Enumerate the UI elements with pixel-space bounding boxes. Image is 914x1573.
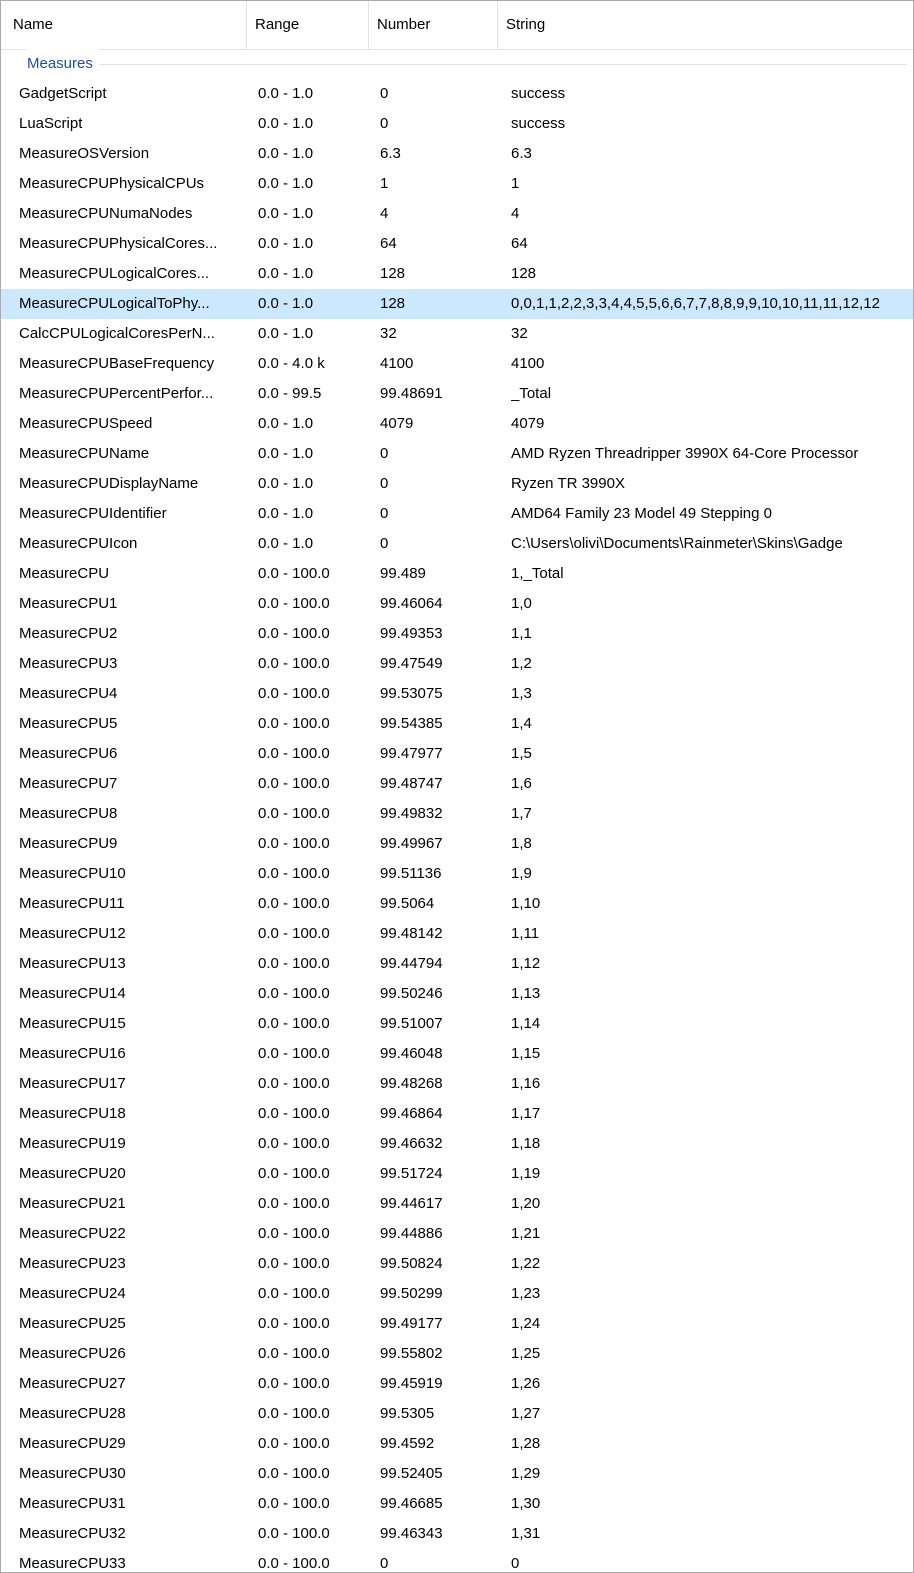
table-row[interactable] xyxy=(1,799,913,829)
table-row[interactable] xyxy=(1,499,913,529)
table-row[interactable] xyxy=(1,709,913,739)
table-row[interactable] xyxy=(1,769,913,799)
cell-number: 99.50824 xyxy=(380,1255,443,1272)
cell-range: 0.0 - 1.0 xyxy=(258,115,314,132)
cell-number: 99.48142 xyxy=(380,925,443,942)
cell-number: 99.47977 xyxy=(380,745,443,762)
cell-string: 1,8 xyxy=(511,835,532,852)
cell-string: Ryzen TR 3990X xyxy=(511,475,625,492)
cell-name: MeasureCPUPhysicalCPUs xyxy=(19,175,205,192)
cell-name: MeasureCPU6 xyxy=(19,745,118,762)
cell-number: 99.46685 xyxy=(380,1495,443,1512)
cell-name: CalcCPULogicalCoresPerN... xyxy=(19,325,215,342)
cell-number: 32 xyxy=(380,325,397,342)
cell-number: 99.5064 xyxy=(380,895,435,912)
cell-number: 99.48268 xyxy=(380,1075,443,1092)
cell-number: 4100 xyxy=(380,355,414,372)
cell-string: 4 xyxy=(511,205,520,222)
table-row[interactable] xyxy=(1,1309,913,1339)
list-header xyxy=(1,1,913,50)
cell-name: MeasureCPU33 xyxy=(19,1555,126,1572)
cell-range: 0.0 - 100.0 xyxy=(258,745,330,762)
cell-name: MeasureCPU xyxy=(19,565,110,582)
table-row[interactable] xyxy=(1,679,913,709)
cell-string: 1,11 xyxy=(511,925,540,942)
cell-string: 4079 xyxy=(511,415,545,432)
cell-name: MeasureCPU16 xyxy=(19,1045,126,1062)
table-row[interactable] xyxy=(1,349,913,379)
table-row[interactable] xyxy=(1,1069,913,1099)
cell-number: 99.46864 xyxy=(380,1105,443,1122)
table-row-selected[interactable] xyxy=(1,289,913,319)
cell-name: MeasureCPUSpeed xyxy=(19,415,153,432)
cell-name: MeasureCPUIcon xyxy=(19,535,138,552)
cell-string: 1,15 xyxy=(511,1045,541,1062)
cell-string: 1,24 xyxy=(511,1315,541,1332)
cell-string: AMD Ryzen Threadripper 3990X 64-Core Processor xyxy=(511,445,859,462)
cell-range: 0.0 - 100.0 xyxy=(258,955,330,972)
cell-number: 4079 xyxy=(380,415,414,432)
cell-range: 0.0 - 100.0 xyxy=(258,1255,330,1272)
cell-number: 0 xyxy=(380,535,389,552)
cell-name: MeasureCPU20 xyxy=(19,1165,126,1182)
cell-string: 1,27 xyxy=(511,1405,541,1422)
cell-range: 0.0 - 100.0 xyxy=(258,1465,330,1482)
cell-number: 99.5305 xyxy=(380,1405,435,1422)
cell-number: 99.51007 xyxy=(380,1015,443,1032)
cell-number: 99.46064 xyxy=(380,595,443,612)
cell-range: 0.0 - 100.0 xyxy=(258,1525,330,1542)
cell-string: 6.3 xyxy=(511,145,532,162)
cell-range: 0.0 - 100.0 xyxy=(258,895,330,912)
cell-range: 0.0 - 100.0 xyxy=(258,1285,330,1302)
table-row[interactable] xyxy=(1,319,913,349)
cell-number: 99.50299 xyxy=(380,1285,443,1302)
table-row[interactable] xyxy=(1,739,913,769)
cell-name: MeasureCPU29 xyxy=(19,1435,126,1452)
cell-string: 1,6 xyxy=(511,775,532,792)
cell-name: MeasureCPUDisplayName xyxy=(19,475,199,492)
cell-string: 1,7 xyxy=(511,805,532,822)
cell-range: 0.0 - 100.0 xyxy=(258,1375,330,1392)
table-row[interactable] xyxy=(1,889,913,919)
cell-number: 0 xyxy=(380,475,389,492)
table-row[interactable] xyxy=(1,1249,913,1279)
cell-range: 0.0 - 100.0 xyxy=(258,715,330,732)
cell-name: MeasureCPULogicalCores... xyxy=(19,265,210,282)
cell-range: 0.0 - 1.0 xyxy=(258,475,314,492)
table-row[interactable] xyxy=(1,1219,913,1249)
cell-string: 1,14 xyxy=(511,1015,541,1032)
cell-name: MeasureCPU11 xyxy=(19,895,125,912)
cell-string: 1,19 xyxy=(511,1165,541,1182)
cell-number: 0 xyxy=(380,505,389,522)
cell-number: 0 xyxy=(380,1555,389,1572)
cell-number: 99.49353 xyxy=(380,625,443,642)
table-row[interactable] xyxy=(1,1549,913,1573)
cell-range: 0.0 - 100.0 xyxy=(258,565,330,582)
cell-string: 1,30 xyxy=(511,1495,541,1512)
cell-string: 1,_Total xyxy=(511,565,564,582)
cell-range: 0.0 - 1.0 xyxy=(258,145,314,162)
cell-number: 4 xyxy=(380,205,389,222)
cell-range: 0.0 - 100.0 xyxy=(258,985,330,1002)
cell-number: 64 xyxy=(380,235,397,252)
table-row[interactable] xyxy=(1,559,913,589)
cell-string: 1,3 xyxy=(511,685,532,702)
cell-number: 128 xyxy=(380,295,406,312)
table-row[interactable] xyxy=(1,1279,913,1309)
cell-string: 1,25 xyxy=(511,1345,541,1362)
table-row[interactable] xyxy=(1,409,913,439)
cell-string: AMD64 Family 23 Model 49 Stepping 0 xyxy=(511,505,772,522)
cell-name: MeasureCPU21 xyxy=(19,1195,126,1212)
table-row[interactable] xyxy=(1,1099,913,1129)
cell-name: MeasureCPU19 xyxy=(19,1135,126,1152)
cell-range: 0.0 - 1.0 xyxy=(258,295,314,312)
cell-range: 0.0 - 100.0 xyxy=(258,1225,330,1242)
table-row[interactable] xyxy=(1,1339,913,1369)
cell-number: 99.54385 xyxy=(380,715,443,732)
cell-string: 0 xyxy=(511,1555,520,1572)
table-row[interactable] xyxy=(1,1429,913,1459)
cell-name: MeasureCPU1 xyxy=(19,595,118,612)
cell-number: 99.53075 xyxy=(380,685,443,702)
cell-range: 0.0 - 100.0 xyxy=(258,1105,330,1122)
table-row[interactable] xyxy=(1,859,913,889)
cell-string: _Total xyxy=(511,385,552,402)
cell-name: MeasureCPU26 xyxy=(19,1345,126,1362)
cell-name: MeasureCPU7 xyxy=(19,775,118,792)
cell-range: 0.0 - 1.0 xyxy=(258,505,314,522)
cell-range: 0.0 - 1.0 xyxy=(258,205,314,222)
cell-range: 0.0 - 100.0 xyxy=(258,865,330,882)
cell-number: 99.48747 xyxy=(380,775,443,792)
group-header-measures[interactable] xyxy=(1,49,913,79)
table-row[interactable] xyxy=(1,379,913,409)
cell-string: 1,10 xyxy=(511,895,541,912)
cell-string: 1,0 xyxy=(511,595,532,612)
cell-name: MeasureCPU4 xyxy=(19,685,118,702)
table-row[interactable] xyxy=(1,529,913,559)
cell-number: 99.51724 xyxy=(380,1165,443,1182)
cell-range: 0.0 - 99.5 xyxy=(258,385,322,402)
cell-range: 0.0 - 100.0 xyxy=(258,1555,330,1572)
cell-range: 0.0 - 100.0 xyxy=(258,1045,330,1062)
cell-range: 0.0 - 100.0 xyxy=(258,925,330,942)
cell-name: LuaScript xyxy=(19,115,83,132)
cell-name: MeasureCPU30 xyxy=(19,1465,126,1482)
cell-number: 99.44617 xyxy=(380,1195,443,1212)
cell-name: MeasureCPU5 xyxy=(19,715,118,732)
cell-number: 99.52405 xyxy=(380,1465,443,1482)
cell-number: 99.55802 xyxy=(380,1345,443,1362)
table-row[interactable] xyxy=(1,439,913,469)
cell-range: 0.0 - 100.0 xyxy=(258,1345,330,1362)
cell-string: 64 xyxy=(511,235,528,252)
cell-string: 1 xyxy=(511,175,520,192)
cell-name: MeasureCPU15 xyxy=(19,1015,126,1032)
cell-range: 0.0 - 100.0 xyxy=(258,1195,330,1212)
table-row[interactable] xyxy=(1,229,913,259)
cell-number: 0 xyxy=(380,445,389,462)
cell-range: 0.0 - 100.0 xyxy=(258,835,330,852)
cell-string: 1,31 xyxy=(511,1525,541,1542)
cell-string: 0,0,1,1,2,2,3,3,4,4,5,5,6,6,7,7,8,8,9,9,10,10,11,11,12,12 xyxy=(511,295,880,312)
cell-number: 99.46343 xyxy=(380,1525,443,1542)
cell-range: 0.0 - 1.0 xyxy=(258,415,314,432)
cell-string: 1,26 xyxy=(511,1375,541,1392)
cell-name: MeasureCPU17 xyxy=(19,1075,126,1092)
cell-name: MeasureCPULogicalToPhy... xyxy=(19,295,210,312)
cell-string: C:\Users\olivi\Documents\Rainmeter\Skins\Gadge xyxy=(511,535,843,552)
table-row[interactable] xyxy=(1,919,913,949)
cell-name: MeasureCPU2 xyxy=(19,625,118,642)
cell-string: 1,9 xyxy=(511,865,532,882)
cell-string: 1,18 xyxy=(511,1135,541,1152)
cell-range: 0.0 - 100.0 xyxy=(258,1135,330,1152)
table-row[interactable] xyxy=(1,829,913,859)
cell-string: 1,16 xyxy=(511,1075,541,1092)
cell-string: success xyxy=(511,85,566,102)
table-row[interactable] xyxy=(1,589,913,619)
column-header-string[interactable]: String xyxy=(506,16,546,33)
cell-range: 0.0 - 1.0 xyxy=(258,535,314,552)
table-row[interactable] xyxy=(1,139,913,169)
cell-string: 1,12 xyxy=(511,955,541,972)
cell-name: MeasureCPU8 xyxy=(19,805,118,822)
cell-name: GadgetScript xyxy=(19,85,107,102)
cell-range: 0.0 - 1.0 xyxy=(258,85,314,102)
cell-string: 128 xyxy=(511,265,537,282)
cell-string: 1,2 xyxy=(511,655,532,672)
cell-number: 99.46632 xyxy=(380,1135,443,1152)
table-row[interactable] xyxy=(1,1369,913,1399)
cell-number: 99.4592 xyxy=(380,1435,435,1452)
table-row[interactable] xyxy=(1,259,913,289)
cell-number: 0 xyxy=(380,115,389,132)
cell-string: 1,1 xyxy=(511,625,532,642)
cell-name: MeasureCPU18 xyxy=(19,1105,126,1122)
cell-range: 0.0 - 100.0 xyxy=(258,595,330,612)
table-row[interactable] xyxy=(1,1039,913,1069)
cell-range: 0.0 - 1.0 xyxy=(258,445,314,462)
cell-range: 0.0 - 100.0 xyxy=(258,805,330,822)
cell-name: MeasureCPUPercentPerfor... xyxy=(19,385,214,402)
cell-name: MeasureCPU10 xyxy=(19,865,126,882)
cell-number: 99.49832 xyxy=(380,805,443,822)
group-divider xyxy=(27,64,907,65)
cell-number: 1 xyxy=(380,175,389,192)
cell-number: 99.51136 xyxy=(380,865,442,882)
group-label: Measures xyxy=(27,49,99,79)
cell-name: MeasureCPUNumaNodes xyxy=(19,205,193,222)
cell-name: MeasureCPU24 xyxy=(19,1285,126,1302)
measure-rows xyxy=(1,79,913,1573)
cell-range: 0.0 - 4.0 k xyxy=(258,355,325,372)
cell-number: 6.3 xyxy=(380,145,401,162)
cell-range: 0.0 - 1.0 xyxy=(258,265,314,282)
cell-string: 4100 xyxy=(511,355,545,372)
table-row[interactable] xyxy=(1,1399,913,1429)
table-row[interactable] xyxy=(1,649,913,679)
cell-number: 0 xyxy=(380,85,389,102)
cell-range: 0.0 - 100.0 xyxy=(258,1435,330,1452)
cell-name: MeasureCPU27 xyxy=(19,1375,126,1392)
table-row[interactable] xyxy=(1,619,913,649)
table-row[interactable] xyxy=(1,1009,913,1039)
cell-range: 0.0 - 1.0 xyxy=(258,235,314,252)
cell-string: 1,13 xyxy=(511,985,541,1002)
cell-string: 1,4 xyxy=(511,715,532,732)
cell-name: MeasureCPU14 xyxy=(19,985,126,1002)
cell-string: 32 xyxy=(511,325,528,342)
cell-name: MeasureCPU28 xyxy=(19,1405,126,1422)
cell-number: 99.50246 xyxy=(380,985,443,1002)
cell-name: MeasureOSVersion xyxy=(19,145,150,162)
cell-string: 1,21 xyxy=(511,1225,541,1242)
cell-name: MeasureCPU23 xyxy=(19,1255,126,1272)
table-row[interactable] xyxy=(1,1489,913,1519)
cell-number: 99.44886 xyxy=(380,1225,443,1242)
cell-range: 0.0 - 100.0 xyxy=(258,775,330,792)
cell-number: 99.45919 xyxy=(380,1375,443,1392)
column-header-range[interactable]: Range xyxy=(247,1,369,49)
cell-string: 1,20 xyxy=(511,1195,541,1212)
cell-name: MeasureCPU13 xyxy=(19,955,126,972)
cell-range: 0.0 - 100.0 xyxy=(258,1015,330,1032)
table-row[interactable] xyxy=(1,1519,913,1549)
cell-range: 0.0 - 100.0 xyxy=(258,655,330,672)
cell-string: 1,28 xyxy=(511,1435,541,1452)
table-row[interactable] xyxy=(1,979,913,1009)
table-row[interactable] xyxy=(1,199,913,229)
cell-range: 0.0 - 100.0 xyxy=(258,685,330,702)
cell-string: 1,23 xyxy=(511,1285,541,1302)
cell-number: 99.49177 xyxy=(380,1315,443,1332)
cell-string: success xyxy=(511,115,566,132)
table-row[interactable] xyxy=(1,1159,913,1189)
cell-name: MeasureCPU3 xyxy=(19,655,118,672)
table-row[interactable] xyxy=(1,469,913,499)
cell-name: MeasureCPU9 xyxy=(19,835,118,852)
table-row[interactable] xyxy=(1,1189,913,1219)
cell-number: 99.44794 xyxy=(380,955,443,972)
cell-range: 0.0 - 100.0 xyxy=(258,1315,330,1332)
column-header-number[interactable]: Number xyxy=(369,1,498,49)
cell-string: 1,17 xyxy=(511,1105,541,1122)
cell-string: 1,5 xyxy=(511,745,532,762)
table-row[interactable] xyxy=(1,79,913,109)
cell-range: 0.0 - 100.0 xyxy=(258,1075,330,1092)
cell-range: 0.0 - 100.0 xyxy=(258,1495,330,1512)
cell-number: 99.46048 xyxy=(380,1045,443,1062)
cell-name: MeasureCPU25 xyxy=(19,1315,126,1332)
cell-number: 99.48691 xyxy=(380,385,443,402)
cell-name: MeasureCPU22 xyxy=(19,1225,126,1242)
cell-number: 99.47549 xyxy=(380,655,443,672)
cell-string: 1,29 xyxy=(511,1465,541,1482)
cell-number: 99.489 xyxy=(380,565,426,582)
cell-range: 0.0 - 1.0 xyxy=(258,175,314,192)
cell-range: 0.0 - 100.0 xyxy=(258,1405,330,1422)
cell-name: MeasureCPUPhysicalCores... xyxy=(19,235,218,252)
cell-name: MeasureCPUBaseFrequency xyxy=(19,355,215,372)
cell-name: MeasureCPU31 xyxy=(19,1495,126,1512)
cell-string: 1,22 xyxy=(511,1255,541,1272)
cell-number: 99.49967 xyxy=(380,835,443,852)
table-row[interactable] xyxy=(1,169,913,199)
cell-name: MeasureCPU12 xyxy=(19,925,126,942)
column-header-name[interactable]: Name xyxy=(1,1,247,49)
cell-range: 0.0 - 1.0 xyxy=(258,325,314,342)
cell-range: 0.0 - 100.0 xyxy=(258,1165,330,1182)
cell-name: MeasureCPUName xyxy=(19,445,150,462)
cell-number: 128 xyxy=(380,265,406,282)
cell-name: MeasureCPUIdentifier xyxy=(19,505,167,522)
table-row[interactable] xyxy=(1,109,913,139)
cell-range: 0.0 - 100.0 xyxy=(258,625,330,642)
table-row[interactable] xyxy=(1,1459,913,1489)
cell-name: MeasureCPU32 xyxy=(19,1525,126,1542)
table-row[interactable] xyxy=(1,949,913,979)
table-row[interactable] xyxy=(1,1129,913,1159)
